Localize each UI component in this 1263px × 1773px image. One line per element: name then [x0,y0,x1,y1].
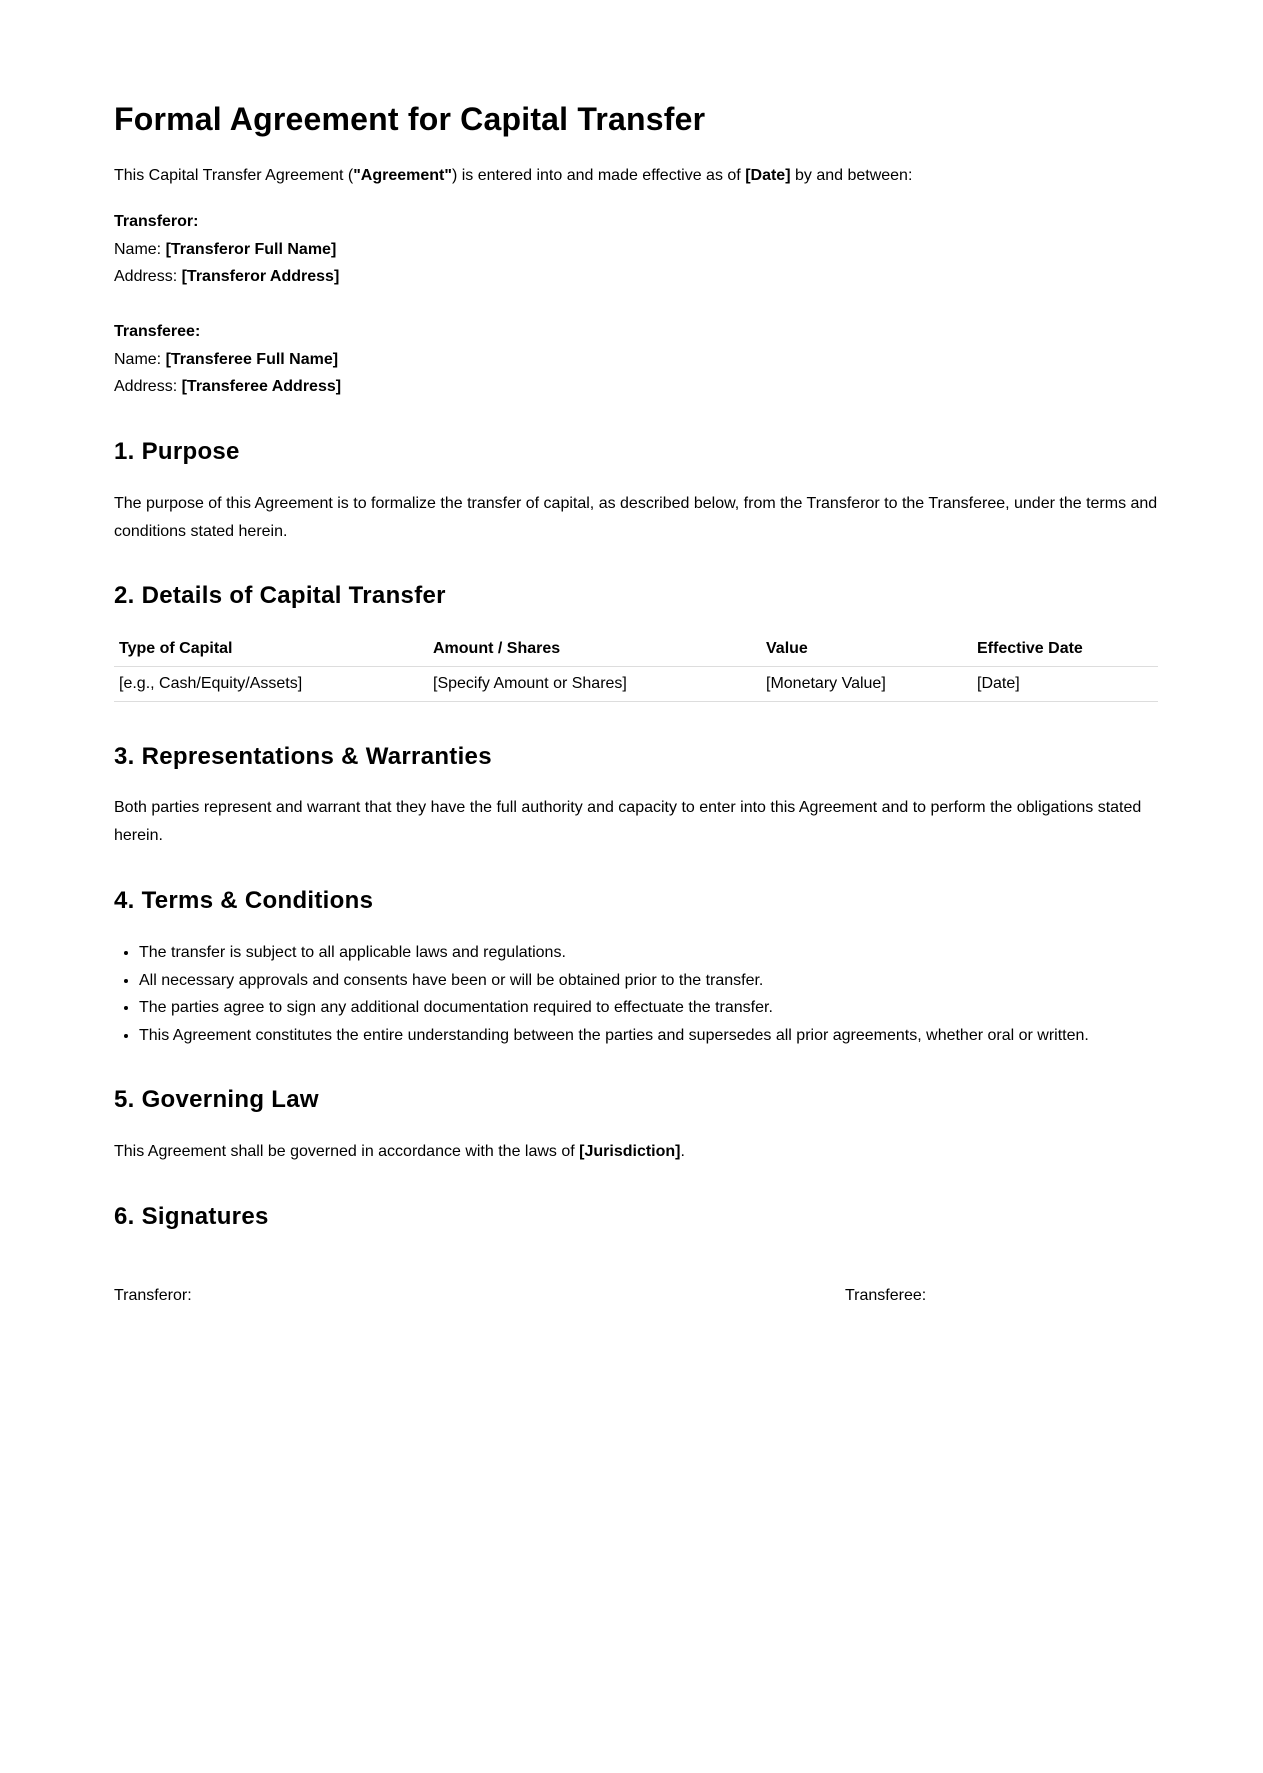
transferee-block [114,318,341,401]
intro-suffix: by and between: [790,167,913,184]
governing-law-jurisdiction: [Jurisdiction] [579,1143,681,1160]
section-heading-terms: 4. Terms & Conditions [114,887,374,914]
page-title: Formal Agreement for Capital Transfer [114,101,706,137]
transferor-name-line [114,236,339,264]
table-cell-effective-date: [Date] [972,667,1158,702]
table-header-type: Type of Capital [114,632,428,667]
table-header-effective-date: Effective Date [972,632,1158,667]
list-item: • All necessary approvals and consents have been or will be obtained prior to the transfer. [139,967,1089,995]
representations-paragraph: Both parties represent and warrant that they have the full authority and capacity to enter into this Agreement and to perform the obligations stated herein. [114,799,1142,844]
signature-transferor-label: Transferor: [114,1287,192,1304]
transferee-address-line [114,373,341,401]
table-row [114,667,1158,702]
transferor-address-line [114,263,339,291]
intro-defined-term: "Agreement" [353,167,452,184]
section-heading-governing-law: 5. Governing Law [114,1086,319,1113]
transferee-address-label: Address: [114,378,182,395]
intro-paragraph [114,164,912,188]
transferee-name-label: Name: [114,350,166,368]
transferor-address: [Transferor Address] [181,268,340,285]
governing-law-suffix: . [680,1143,685,1160]
table-header-value: Value [761,632,972,667]
list-item: • The transfer is subject to all applicable laws and regulations. [139,939,1089,967]
list-item: • The parties agree to sign any additional documentation required to effectuate the transfer. [139,994,1089,1022]
table-cell-type: [e.g., Cash/Equity/Assets] [114,667,428,702]
purpose-paragraph: The purpose of this Agreement is to formalize the transfer of capital, as described below, from the Transferor to the Transferee, under the terms and conditions stated herein. [114,495,1158,540]
transferee-address: [Transferee Address] [181,378,342,395]
transferee-label: Transferee: [114,323,201,340]
transferor-name: [Transferor Full Name] [165,240,337,258]
table-cell-amount: [Specify Amount or Shares] [428,667,761,702]
section-heading-signatures: 6. Signatures [114,1203,269,1230]
list-item: • This Agreement constitutes the entire understanding between the parties and supersedes all prior agreements, whether oral or written. [139,1022,1089,1050]
table-header-amount: Amount / Shares [428,632,761,667]
table-header-row [114,632,1158,667]
capital-transfer-table [114,632,1158,702]
governing-law-paragraph [114,1138,1158,1166]
intro-date: [Date] [745,167,791,184]
terms-list [114,939,1089,1049]
transferor-block [114,208,339,291]
section-heading-purpose: 1. Purpose [114,438,240,465]
table-cell-value: [Monetary Value] [761,667,972,702]
transferee-name: [Transferee Full Name] [165,350,339,368]
transferor-label: Transferor: [114,213,199,230]
section-heading-details: 2. Details of Capital Transfer [114,582,446,609]
signature-transferee-label: Transferee: [845,1287,927,1304]
section-heading-representations: 3. Representations & Warranties [114,743,492,770]
governing-law-prefix: This Agreement shall be governed in accordance with the laws of [114,1143,580,1160]
intro-middle: ) is entered into and made effective as of [451,167,746,184]
transferor-address-label: Address: [114,268,182,285]
transferor-name-label: Name: [114,240,166,258]
intro-prefix: This Capital Transfer Agreement ( [114,167,354,184]
transferee-name-line [114,346,341,374]
